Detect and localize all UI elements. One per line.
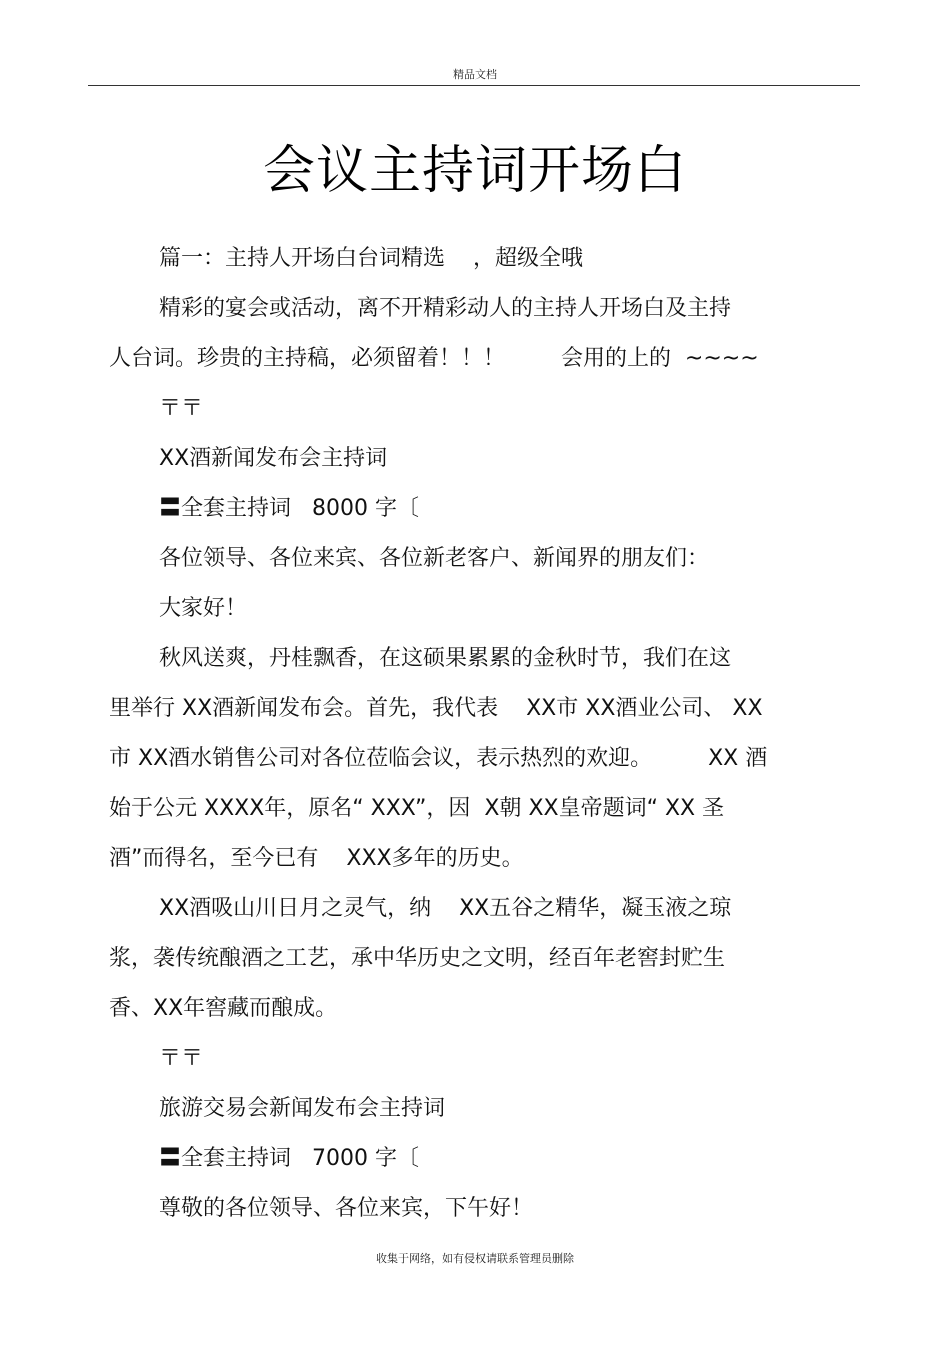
body-line: 旅游交易会新闻发布会主持词 xyxy=(159,1096,446,1121)
body-line: 香、XX年窖藏而酿成。 xyxy=(109,996,338,1021)
body-line: 始于公元 XXXX年，原名“ XXX”，因 X朝 XX皇帝题词“ XX 圣 xyxy=(109,796,725,821)
body-line: 浆，袭传统酿酒之工艺，承中华历史之文明，经百年老窖封贮生 xyxy=(109,946,726,971)
page-footer: 收集于网络，如有侵权请联系管理员删除 xyxy=(376,1252,574,1265)
document-title: 会议主持词开场白 xyxy=(262,141,687,201)
body-line: 尊敬的各位领导、各位来宾，下午好！ xyxy=(159,1196,534,1221)
body-line: 人台词。珍贵的主持稿，必须留着！！！ 会用的上的 ~~~~ xyxy=(109,346,759,371)
body-line: 大家好！ xyxy=(159,596,248,621)
body-line: 〓全套主持词 7000 字〔 xyxy=(159,1146,419,1171)
body-line: 里举行 XX酒新闻发布会。首先，我代表 XX市 XX酒业公司、 XX xyxy=(109,696,763,721)
body-line: 〒〒 xyxy=(159,1046,204,1071)
body-line: 市 XX酒水销售公司对各位莅临会议，表示热烈的欢迎。 XX 酒 xyxy=(109,746,768,771)
body-line: XX酒吸山川日月之灵气，纳 XX五谷之精华，凝玉液之琼 xyxy=(159,896,732,921)
body-line: 篇一：主持人开场白台词精选 ，超级全哦 xyxy=(159,246,583,271)
body-line: 酒”而得名，至今已有 XXX多年的历史。 xyxy=(109,846,524,871)
body-line: XX酒新闻发布会主持词 xyxy=(159,446,388,471)
page-header: 精品文档 xyxy=(453,68,497,81)
body-line: 各位领导、各位来宾、各位新老客户、新闻界的朋友们： xyxy=(159,546,710,571)
body-line: 精彩的宴会或活动，离不开精彩动人的主持人开场白及主持 xyxy=(159,296,732,321)
header-divider xyxy=(88,85,860,86)
body-line: 〒〒 xyxy=(159,396,204,421)
body-line: 秋风送爽，丹桂飘香，在这硕果累累的金秋时节，我们在这 xyxy=(159,646,732,671)
body-line: 〓全套主持词 8000 字〔 xyxy=(159,496,419,521)
